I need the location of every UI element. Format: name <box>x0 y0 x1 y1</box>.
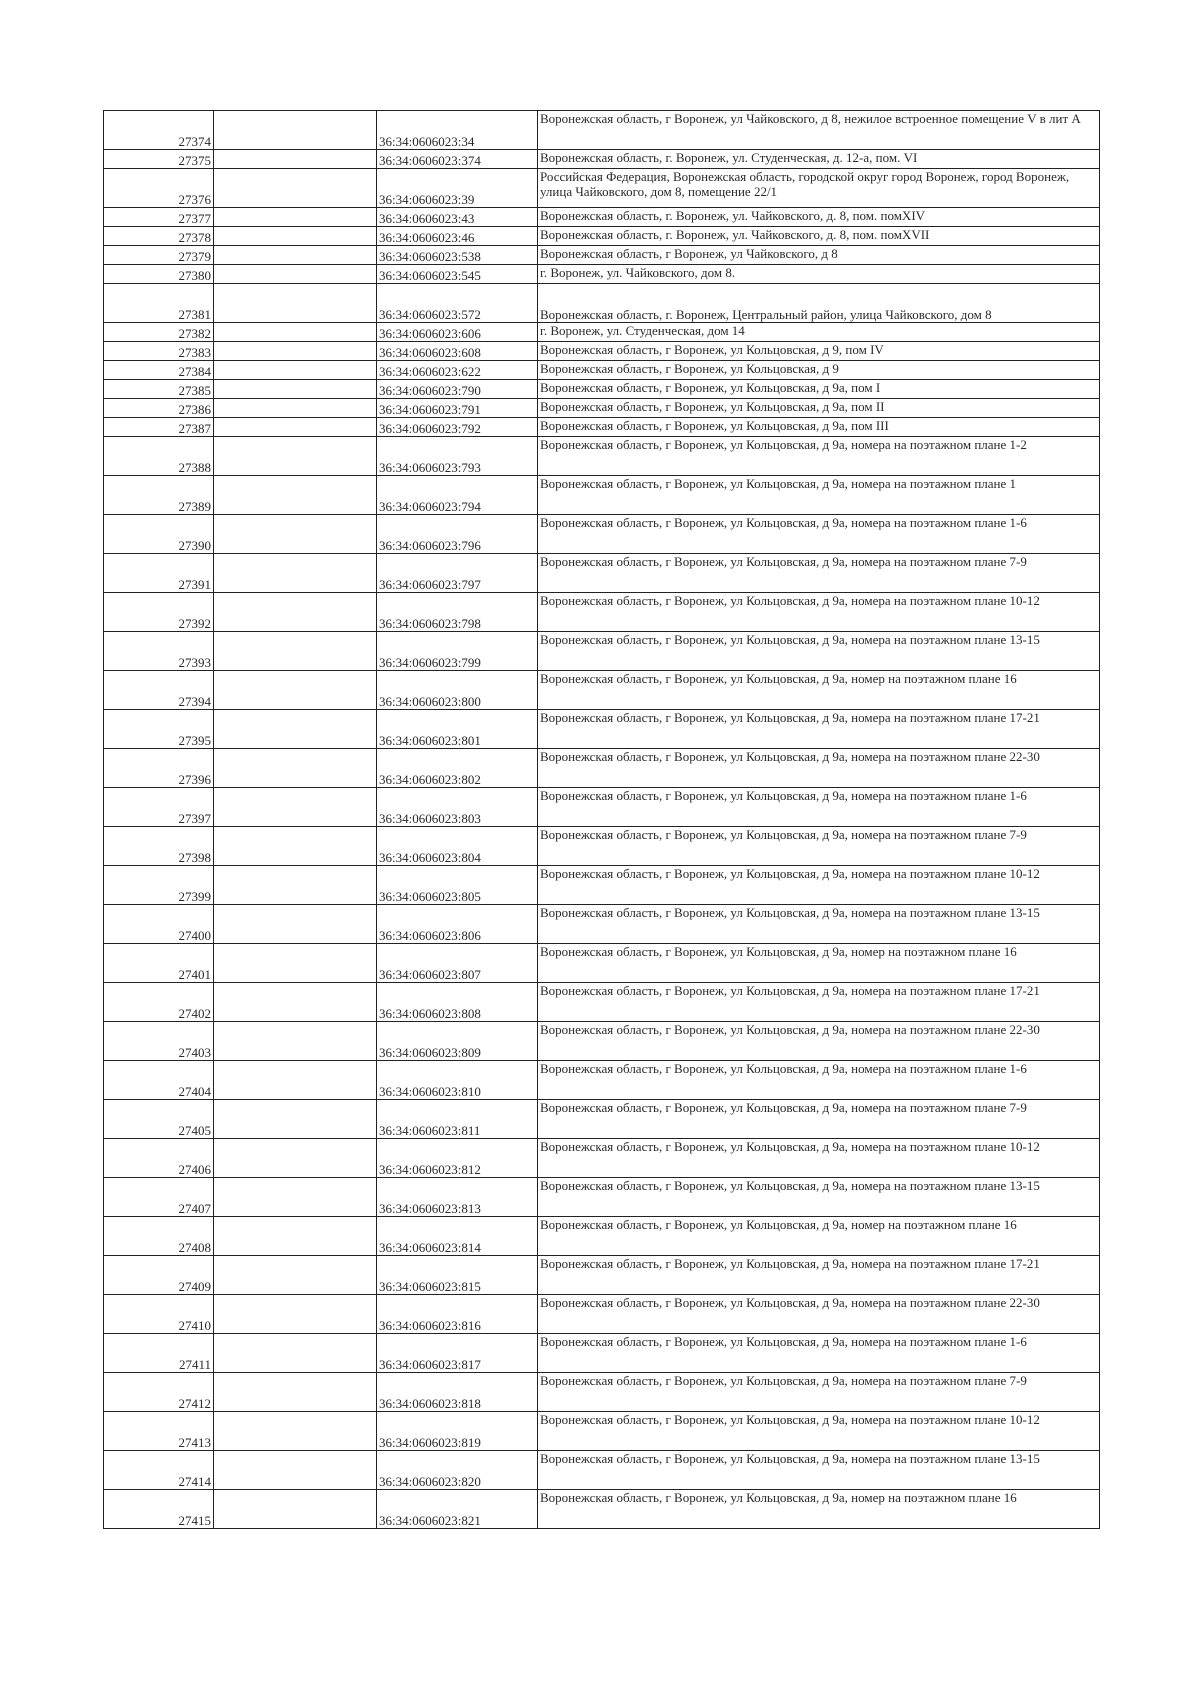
address-cell: Воронежская область, г Воронеж, ул Кольцовская, д 9а, номера на поэтажном плане 13-15 <box>538 1178 1100 1217</box>
address-cell: Воронежская область, г Воронеж, ул Кольцовская, д 9а, номера на поэтажном плане 17-21 <box>538 710 1100 749</box>
empty-cell <box>214 1061 377 1100</box>
row-number-cell: 27387 <box>104 418 214 437</box>
empty-cell <box>214 593 377 632</box>
row-number-cell: 27391 <box>104 554 214 593</box>
address-cell: Воронежская область, г Воронеж, ул Кольцовская, д 9а, пом I <box>538 380 1100 399</box>
address-cell: Воронежская область, г Воронеж, ул Чайковского, д 8, нежилое встроенное помещение V в лит А <box>538 111 1100 150</box>
cadastral-number-cell: 36:34:0606023:813 <box>377 1178 538 1217</box>
row-number-cell: 27379 <box>104 246 214 265</box>
cadastral-number-cell: 36:34:0606023:790 <box>377 380 538 399</box>
address-cell: Воронежская область, г Воронеж, ул Кольцовская, д 9а, пом II <box>538 399 1100 418</box>
cadastral-number-cell: 36:34:0606023:802 <box>377 749 538 788</box>
cadastral-number-cell: 36:34:0606023:816 <box>377 1295 538 1334</box>
empty-cell <box>214 1373 377 1412</box>
address-cell: Воронежская область, г Воронеж, ул Кольцовская, д 9а, номера на поэтажном плане 13-15 <box>538 905 1100 944</box>
empty-cell <box>214 983 377 1022</box>
empty-cell <box>214 208 377 227</box>
table-row <box>104 710 1100 749</box>
address-cell: Воронежская область, г. Воронеж, ул. Чайковского, д. 8, пом. помXVII <box>538 227 1100 246</box>
table-row <box>104 671 1100 710</box>
empty-cell <box>214 380 377 399</box>
table-row <box>104 1490 1100 1529</box>
address-cell: Воронежская область, г Воронеж, ул Кольцовская, д 9а, номера на поэтажном плане 1-6 <box>538 1334 1100 1373</box>
table-row <box>104 944 1100 983</box>
empty-cell <box>214 323 377 342</box>
cadastral-number-cell: 36:34:0606023:818 <box>377 1373 538 1412</box>
row-number-cell: 27378 <box>104 227 214 246</box>
row-number-cell: 27390 <box>104 515 214 554</box>
cadastral-number-cell: 36:34:0606023:799 <box>377 632 538 671</box>
cadastral-number-cell: 36:34:0606023:34 <box>377 111 538 150</box>
row-number-cell: 27383 <box>104 342 214 361</box>
row-number-cell: 27382 <box>104 323 214 342</box>
table-row <box>104 265 1100 284</box>
address-cell: Воронежская область, г Воронеж, ул Кольцовская, д 9а, номера на поэтажном плане 17-21 <box>538 1256 1100 1295</box>
cadastral-number-cell: 36:34:0606023:805 <box>377 866 538 905</box>
table-row <box>104 323 1100 342</box>
cadastral-number-cell: 36:34:0606023:817 <box>377 1334 538 1373</box>
row-number-cell: 27375 <box>104 150 214 169</box>
cadastral-number-cell: 36:34:0606023:608 <box>377 342 538 361</box>
row-number-cell: 27399 <box>104 866 214 905</box>
table-row <box>104 632 1100 671</box>
cadastral-number-cell: 36:34:0606023:806 <box>377 905 538 944</box>
row-number-cell: 27402 <box>104 983 214 1022</box>
table-row <box>104 380 1100 399</box>
empty-cell <box>214 265 377 284</box>
cadastral-number-cell: 36:34:0606023:794 <box>377 476 538 515</box>
table-row <box>104 342 1100 361</box>
address-cell: Российская Федерация, Воронежская область, городской округ город Воронеж, город Воронеж, улица Чайковского, дом 8, помещение 22/1 <box>538 169 1100 208</box>
address-cell: Воронежская область, г Воронеж, ул Кольцовская, д 9а, пом III <box>538 418 1100 437</box>
cadastral-number-cell: 36:34:0606023:538 <box>377 246 538 265</box>
row-number-cell: 27405 <box>104 1100 214 1139</box>
table-row <box>104 1139 1100 1178</box>
empty-cell <box>214 866 377 905</box>
empty-cell <box>214 437 377 476</box>
table-row <box>104 827 1100 866</box>
table-row <box>104 418 1100 437</box>
row-number-cell: 27376 <box>104 169 214 208</box>
table-row <box>104 1334 1100 1373</box>
empty-cell <box>214 150 377 169</box>
address-cell: Воронежская область, г Воронеж, ул Кольцовская, д 9а, номер на поэтажном плане 16 <box>538 944 1100 983</box>
cadastral-number-cell: 36:34:0606023:819 <box>377 1412 538 1451</box>
cadastral-number-cell: 36:34:0606023:815 <box>377 1256 538 1295</box>
address-cell: Воронежская область, г Воронеж, ул Кольцовская, д 9 <box>538 361 1100 380</box>
row-number-cell: 27381 <box>104 284 214 323</box>
row-number-cell: 27403 <box>104 1022 214 1061</box>
address-cell: Воронежская область, г Воронеж, ул Кольцовская, д 9а, номера на поэтажном плане 1-6 <box>538 788 1100 827</box>
row-number-cell: 27408 <box>104 1217 214 1256</box>
cadastral-number-cell: 36:34:0606023:820 <box>377 1451 538 1490</box>
address-cell: Воронежская область, г Воронеж, ул Кольцовская, д 9а, номера на поэтажном плане 22-30 <box>538 749 1100 788</box>
address-cell: Воронежская область, г. Воронеж, ул. Чайковского, д. 8, пом. помXIV <box>538 208 1100 227</box>
address-cell: Воронежская область, г Воронеж, ул Чайковского, д 8 <box>538 246 1100 265</box>
empty-cell <box>214 632 377 671</box>
row-number-cell: 27380 <box>104 265 214 284</box>
address-cell: Воронежская область, г Воронеж, ул Кольцовская, д 9а, номера на поэтажном плане 7-9 <box>538 1100 1100 1139</box>
table-row <box>104 284 1100 323</box>
address-cell: Воронежская область, г. Воронеж, Центральный район, улица Чайковского, дом 8 <box>538 284 1100 323</box>
registry-table-body <box>104 111 1100 1529</box>
empty-cell <box>214 944 377 983</box>
table-row <box>104 515 1100 554</box>
empty-cell <box>214 554 377 593</box>
row-number-cell: 27384 <box>104 361 214 380</box>
cadastral-number-cell: 36:34:0606023:622 <box>377 361 538 380</box>
empty-cell <box>214 1256 377 1295</box>
row-number-cell: 27401 <box>104 944 214 983</box>
table-row <box>104 1178 1100 1217</box>
row-number-cell: 27389 <box>104 476 214 515</box>
row-number-cell: 27407 <box>104 1178 214 1217</box>
row-number-cell: 27394 <box>104 671 214 710</box>
row-number-cell: 27385 <box>104 380 214 399</box>
empty-cell <box>214 1334 377 1373</box>
empty-cell <box>214 284 377 323</box>
empty-cell <box>214 111 377 150</box>
empty-cell <box>214 399 377 418</box>
empty-cell <box>214 1217 377 1256</box>
cadastral-number-cell: 36:34:0606023:798 <box>377 593 538 632</box>
empty-cell <box>214 827 377 866</box>
row-number-cell: 27392 <box>104 593 214 632</box>
address-cell: Воронежская область, г Воронеж, ул Кольцовская, д 9а, номера на поэтажном плане 10-12 <box>538 866 1100 905</box>
address-cell: Воронежская область, г Воронеж, ул Кольцовская, д 9а, номера на поэтажном плане 7-9 <box>538 827 1100 866</box>
address-cell: Воронежская область, г. Воронеж, ул. Студенческая, д. 12-а, пом. VI <box>538 150 1100 169</box>
empty-cell <box>214 710 377 749</box>
row-number-cell: 27414 <box>104 1451 214 1490</box>
address-cell: Воронежская область, г Воронеж, ул Кольцовская, д 9а, номера на поэтажном плане 1-6 <box>538 515 1100 554</box>
address-cell: Воронежская область, г Воронеж, ул Кольцовская, д 9а, номера на поэтажном плане 10-12 <box>538 593 1100 632</box>
registry-table <box>103 110 1100 1529</box>
table-row <box>104 1022 1100 1061</box>
row-number-cell: 27413 <box>104 1412 214 1451</box>
table-row <box>104 788 1100 827</box>
cadastral-number-cell: 36:34:0606023:43 <box>377 208 538 227</box>
cadastral-number-cell: 36:34:0606023:800 <box>377 671 538 710</box>
address-cell: Воронежская область, г Воронеж, ул Кольцовская, д 9а, номера на поэтажном плане 13-15 <box>538 1451 1100 1490</box>
row-number-cell: 27406 <box>104 1139 214 1178</box>
empty-cell <box>214 1412 377 1451</box>
table-row <box>104 361 1100 380</box>
address-cell: Воронежская область, г Воронеж, ул Кольцовская, д 9а, номера на поэтажном плане 1-6 <box>538 1061 1100 1100</box>
cadastral-number-cell: 36:34:0606023:791 <box>377 399 538 418</box>
row-number-cell: 27388 <box>104 437 214 476</box>
address-cell: г. Воронеж, ул. Студенческая, дом 14 <box>538 323 1100 342</box>
cadastral-number-cell: 36:34:0606023:809 <box>377 1022 538 1061</box>
empty-cell <box>214 1178 377 1217</box>
address-cell: Воронежская область, г Воронеж, ул Кольцовская, д 9а, номера на поэтажном плане 22-30 <box>538 1295 1100 1334</box>
table-row <box>104 866 1100 905</box>
cadastral-number-cell: 36:34:0606023:46 <box>377 227 538 246</box>
address-cell: Воронежская область, г Воронеж, ул Кольцовская, д 9а, номера на поэтажном плане 1-2 <box>538 437 1100 476</box>
empty-cell <box>214 788 377 827</box>
row-number-cell: 27398 <box>104 827 214 866</box>
address-cell: Воронежская область, г Воронеж, ул Кольцовская, д 9а, номера на поэтажном плане 7-9 <box>538 554 1100 593</box>
cadastral-number-cell: 36:34:0606023:814 <box>377 1217 538 1256</box>
table-row <box>104 1100 1100 1139</box>
table-row <box>104 437 1100 476</box>
cadastral-number-cell: 36:34:0606023:803 <box>377 788 538 827</box>
address-cell: Воронежская область, г Воронеж, ул Кольцовская, д 9а, номер на поэтажном плане 16 <box>538 1490 1100 1529</box>
row-number-cell: 27377 <box>104 208 214 227</box>
empty-cell <box>214 515 377 554</box>
address-cell: Воронежская область, г Воронеж, ул Кольцовская, д 9а, номера на поэтажном плане 22-30 <box>538 1022 1100 1061</box>
cadastral-number-cell: 36:34:0606023:39 <box>377 169 538 208</box>
empty-cell <box>214 905 377 944</box>
row-number-cell: 27395 <box>104 710 214 749</box>
table-row <box>104 227 1100 246</box>
cadastral-number-cell: 36:34:0606023:821 <box>377 1490 538 1529</box>
empty-cell <box>214 671 377 710</box>
row-number-cell: 27386 <box>104 399 214 418</box>
cadastral-number-cell: 36:34:0606023:804 <box>377 827 538 866</box>
cadastral-number-cell: 36:34:0606023:807 <box>377 944 538 983</box>
table-row <box>104 1373 1100 1412</box>
empty-cell <box>214 169 377 208</box>
table-row <box>104 1061 1100 1100</box>
table-row <box>104 1295 1100 1334</box>
table-row <box>104 554 1100 593</box>
table-row <box>104 749 1100 788</box>
table-row <box>104 169 1100 208</box>
empty-cell <box>214 749 377 788</box>
empty-cell <box>214 1490 377 1529</box>
address-cell: Воронежская область, г Воронеж, ул Кольцовская, д 9, пом IV <box>538 342 1100 361</box>
empty-cell <box>214 361 377 380</box>
empty-cell <box>214 418 377 437</box>
address-cell: Воронежская область, г Воронеж, ул Кольцовская, д 9а, номера на поэтажном плане 10-12 <box>538 1412 1100 1451</box>
table-row <box>104 208 1100 227</box>
row-number-cell: 27411 <box>104 1334 214 1373</box>
table-row <box>104 246 1100 265</box>
address-cell: Воронежская область, г Воронеж, ул Кольцовская, д 9а, номера на поэтажном плане 7-9 <box>538 1373 1100 1412</box>
row-number-cell: 27393 <box>104 632 214 671</box>
empty-cell <box>214 1295 377 1334</box>
cadastral-number-cell: 36:34:0606023:808 <box>377 983 538 1022</box>
cadastral-number-cell: 36:34:0606023:792 <box>377 418 538 437</box>
row-number-cell: 27409 <box>104 1256 214 1295</box>
address-cell: г. Воронеж, ул. Чайковского, дом 8. <box>538 265 1100 284</box>
address-cell: Воронежская область, г Воронеж, ул Кольцовская, д 9а, номера на поэтажном плане 10-12 <box>538 1139 1100 1178</box>
table-row <box>104 905 1100 944</box>
row-number-cell: 27400 <box>104 905 214 944</box>
table-row <box>104 150 1100 169</box>
cadastral-number-cell: 36:34:0606023:374 <box>377 150 538 169</box>
cadastral-number-cell: 36:34:0606023:606 <box>377 323 538 342</box>
row-number-cell: 27410 <box>104 1295 214 1334</box>
table-row <box>104 1412 1100 1451</box>
address-cell: Воронежская область, г Воронеж, ул Кольцовская, д 9а, номера на поэтажном плане 13-15 <box>538 632 1100 671</box>
table-row <box>104 983 1100 1022</box>
table-row <box>104 476 1100 515</box>
empty-cell <box>214 1100 377 1139</box>
address-cell: Воронежская область, г Воронеж, ул Кольцовская, д 9а, номер на поэтажном плане 16 <box>538 671 1100 710</box>
cadastral-number-cell: 36:34:0606023:796 <box>377 515 538 554</box>
empty-cell <box>214 246 377 265</box>
empty-cell <box>214 227 377 246</box>
row-number-cell: 27404 <box>104 1061 214 1100</box>
empty-cell <box>214 1451 377 1490</box>
cadastral-number-cell: 36:34:0606023:801 <box>377 710 538 749</box>
cadastral-number-cell: 36:34:0606023:811 <box>377 1100 538 1139</box>
row-number-cell: 27397 <box>104 788 214 827</box>
row-number-cell: 27412 <box>104 1373 214 1412</box>
address-cell: Воронежская область, г Воронеж, ул Кольцовская, д 9а, номер на поэтажном плане 16 <box>538 1217 1100 1256</box>
empty-cell <box>214 1139 377 1178</box>
row-number-cell: 27374 <box>104 111 214 150</box>
empty-cell <box>214 342 377 361</box>
cadastral-number-cell: 36:34:0606023:810 <box>377 1061 538 1100</box>
table-row <box>104 1217 1100 1256</box>
table-row <box>104 1451 1100 1490</box>
cadastral-number-cell: 36:34:0606023:812 <box>377 1139 538 1178</box>
empty-cell <box>214 476 377 515</box>
cadastral-number-cell: 36:34:0606023:793 <box>377 437 538 476</box>
table-row <box>104 111 1100 150</box>
table-row <box>104 399 1100 418</box>
table-row <box>104 1256 1100 1295</box>
cadastral-number-cell: 36:34:0606023:572 <box>377 284 538 323</box>
row-number-cell: 27415 <box>104 1490 214 1529</box>
table-row <box>104 593 1100 632</box>
cadastral-number-cell: 36:34:0606023:545 <box>377 265 538 284</box>
address-cell: Воронежская область, г Воронеж, ул Кольцовская, д 9а, номера на поэтажном плане 17-21 <box>538 983 1100 1022</box>
empty-cell <box>214 1022 377 1061</box>
cadastral-number-cell: 36:34:0606023:797 <box>377 554 538 593</box>
address-cell: Воронежская область, г Воронеж, ул Кольцовская, д 9а, номера на поэтажном плане 1 <box>538 476 1100 515</box>
row-number-cell: 27396 <box>104 749 214 788</box>
